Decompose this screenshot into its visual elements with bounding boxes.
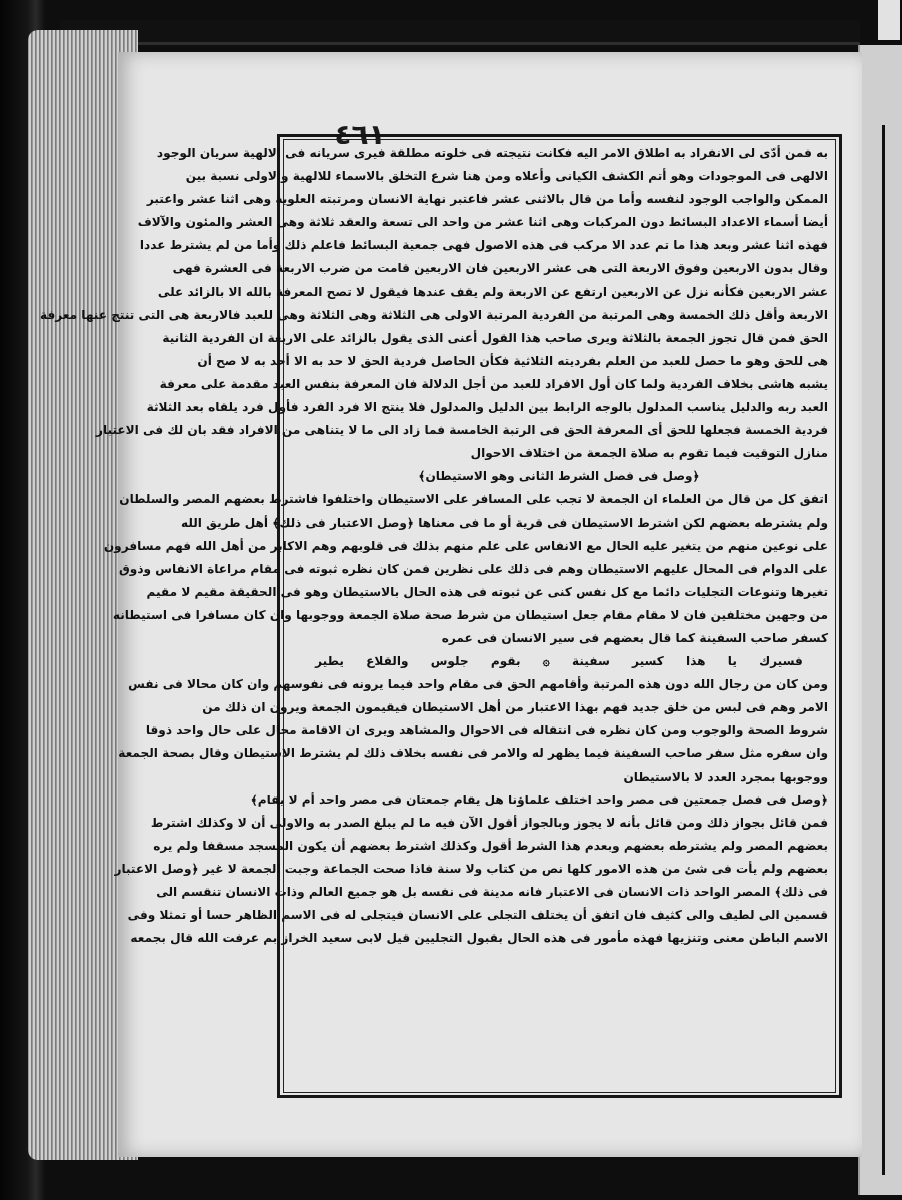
book-top-edge [60,20,860,45]
text-line: منازل التوقيت فيما تقوم به صلاة الجمعة من اختلاف الاحوال [470,446,828,461]
section-heading: ﴿وصل فى فصل جمعتين فى مصر واحد اختلف علماؤنا هل يقام جمعتان فى مصر واحد أم لا يقام﴾ [250,792,828,807]
text-line: الامر وهم فى لبس من خلق جديد فهم بهذا الاعتبار من أهل الاستيطان فيقيمون الجمعة ويرون ان ذلك من [202,700,828,715]
text-line: الممكن والواجب الوجود لنفسه وأما من قال بالاثنى عشر فاعتبر نهاية الانسان ومرتبته العلوية وهى اثنا عشر واعتبر [146,192,828,207]
text-line: بعضهم ولم يأت فى شئ من هذه الامور كلها نص من كتاب ولا سنة فاذا صحت الجماعة وجبت الجمعة لا غير ﴿وصل الاعتبار [114,861,828,876]
text-line: قسمين الى لطيف والى كثيف فان اتفق أن يختلف التجلى على الانسان فيتجلى له فى الاسم الظاهر حسا أو تمثلا وفى [127,908,828,923]
text-line: فى ذلك﴾ المصر الواحد ذات الانسان فى الاعتبار فانه مدينة فى نفسه بل هو جميع العالم وذات الانسان تنقسم الى [156,885,828,899]
text-line: الاسم الباطن معنى وتنزيها فهذه مأمور فى هذه الحال بقبول التجليين قيل لابى سعيد الخراز بم عرفت الله قال بجمعه [130,931,828,946]
text-line: الاربعة وأقل ذلك الخمسة وهى المرتبة من الفردية المرتبة الاولى هى الثلاثة وهى الثلاثة وهى للعبد فالاربعة هى التى تنتج عنها معرفة [39,307,828,322]
text-line: العبد ربه والدليل يناسب المدلول بالوجه الرابط بين الدليل والمدلول فلا ينتج الا فرد الفرد فأول فرد يلقاه بعد الثلاثة [146,400,828,415]
text-line: شروط الصحة والوجوب ومن كان نظره فى انتقاله فى الاحوال والمشاهد ويرى ان الاقامة محال على حال واحد ذوقا [145,723,828,738]
text-line: عشر الاربعين فكأنه نزل عن الاربعين ارتفع عن الاربعة ولم يقف عندها فيقول لا تصح المعرفة بالله الا بالزائد على [157,284,828,299]
text-line: الحق فمن قال تجوز الجمعة بالثلاثة ويرى صاحب هذا القول أعنى الذى يقول بالزائد على الاربعة ان الفردية الثانية [162,330,828,345]
text-line: ولم يشترطه بعضهم لكن اشترط الاستيطان فى قرية أو ما فى معناها ﴿وصل الاعتبار فى ذلك﴾ أهل طريق الله [181,515,828,530]
text-line: تغيرها وتنوعات التجليات دائما مع كل نفس كنى عن ثبوته فى هذه الحال بالاستيطان وهو فى الحقيقة مقيم لا مقيم [146,584,828,599]
text-line: على الدوام فى المحال عليهم الاستيطان وهم فى ذلك على نظرين فمن كان نظره ثبوته فى مقام مراعاة الانفاس وذوق [119,561,828,576]
text-line: على نوعين منهم من يتغير عليه الحال مع الانفاس على علم منهم بذلك فى قلوبهم وهم الاكابر من أهل الله فهم مسافرون [103,538,828,553]
text-line: من وجهين مختلفين فان لا مقام مقام جعل استيطان من شرط صحة صلاة الجمعة ووجوبها وان كان مسافرا فى استيطانه [112,607,828,622]
section-heading: ﴿وصل فى فصل الشرط الثانى وهو الاستيطان﴾ [418,469,700,484]
text-line: هى للحق وهو ما حصل للعبد من العلم بفرديته الثلاثية فكأن الحاصل فردية الحق لا حد به الا أحد به لا صح أن [197,353,828,368]
facing-page-edge [858,45,902,1195]
text-line: أيضا أسماء الاعداد البسائط دون المركبات وهى اثنا عشر من واحد الى تسعة والعقد ثلاثة وهى العشر والمئون والآلاف [137,215,828,230]
text-line: الالهى فى الموجودات وهو أتم الكشف الكيانى وأعلاه ومن هنا شرع التخلق بالاسماء للالهية والاولى نسبة بين [185,169,828,184]
text-line: بعضهم المصر ولم يشترطه بعضهم وبعدم هذا الشرط أقول وكذلك اشترط بعضهم أن يكون المسجد مسقفا ولم يره [153,838,828,853]
right-corner [878,0,900,40]
text-line: ووجوبها بمجرد العدد لا بالاستيطان [623,769,828,784]
facing-page-frame [882,125,899,1175]
text-line: ومن كان من رجال الله دون هذه المرتبة وأقامهم الحق فى مقام واحد فيما يرونه فى نفوسهم وان كان محالا فى نفس [128,677,828,692]
poem-verse: فسيرك يا هذا كسير سفينة ۞ بقوم جلوس والقلاع يطير [315,654,803,669]
text-line: يشبه هاشى بخلاف الفردية ولما كان أول الافراد للعبد من أجل الدلالة فان المعرفة بنفس العبد مقدمة على معرفة [159,376,828,391]
text-line: به فمن أدّى لى الانفراد به اطلاق الامر اليه فكانت نتيجته فى خلوته مطلقة فيرى سريانه فى الالهية سريان الوجود [156,146,828,160]
text-line: فهذه اثنا عشر وبعد هذا ما تم عدد الا مركب فى هذه الاصول فهى جمعية البسائط فاعلم ذلك وأما من لم يشترط عددا [139,238,828,253]
page-text [39,142,832,1092]
text-line: فردية الخمسة فجعلها للحق أى المعرفة الحق فى الرتبة الخامسة فما زاد الى ما لا يتناهى من الافراد فقد بان لك فى الاعتبار [96,423,828,438]
text-line: كسفر صاحب السفينة كما قال بعضهم فى سير الانسان فى عمره [441,630,828,645]
text-line: فمن قائل بجواز ذلك ومن قائل بأنه لا يجوز وبالجواز أقول الآن فيه ما لم يبلغ الصدر به والاولى أن لا وكذلك اشترط [150,815,828,830]
page-number: ٤٦١ [334,118,386,151]
text-line: اتفق كل من قال من العلماء ان الجمعة لا تجب على المسافر على الاستيطان واختلفوا فاشترط بعضهم المصر والسلطان [119,492,828,507]
text-line: وقال بدون الاربعين وفوق الاربعة التى هى عشر الاربعين فان الاربعين قامت من ضرب الاربعة فى العشرة فهى [172,261,828,276]
text-line: وان سفره مثل سفر صاحب السفينة فيما يظهر له والامر فى نفسه بخلاف ذلك لم يشترط الاستيطان وقال بصحة الجمعة [118,746,828,761]
